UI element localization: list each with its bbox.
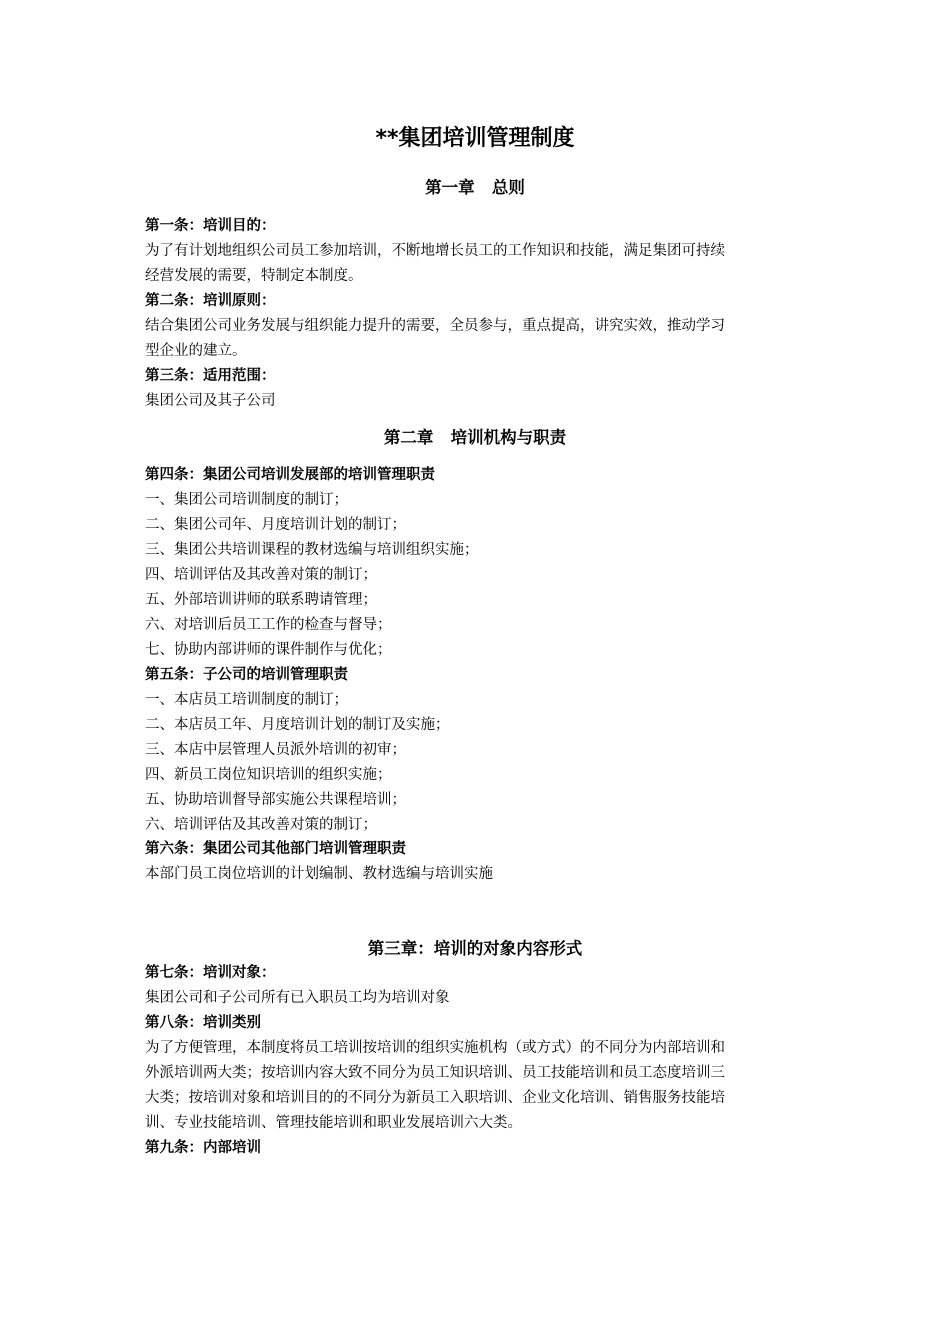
list-item: 一、本店员工培训制度的制订；	[145, 692, 348, 708]
chapter-3-heading: 第三章：培训的对象内容形式	[367, 939, 583, 958]
article-3-heading: 第三条：适用范围：	[145, 368, 276, 384]
chapter-2-heading: 第二章 培训机构与职责	[383, 428, 567, 447]
article-6-text: 本部门员工岗位培训的计划编制、教材选编与培训实施	[145, 866, 493, 882]
article-3-text: 集团公司及其子公司	[145, 393, 276, 409]
article-1-text: 经营发展的需要，特制定本制度。	[145, 268, 363, 284]
chapter-1-heading: 第一章 总则	[425, 178, 525, 197]
article-6-heading: 第六条：集团公司其他部门培训管理职责	[145, 841, 406, 857]
article-8-text: 训、专业技能培训、管理技能培训和职业发展培训六大类。	[145, 1115, 522, 1131]
article-8-text: 外派培训两大类；按培训内容大致不同分为员工知识培训、员工技能培训和员工态度培训三	[145, 1065, 725, 1081]
list-item: 六、培训评估及其改善对策的制订；	[145, 817, 377, 833]
document-title: **集团培训管理制度	[375, 126, 575, 151]
article-1-text: 为了有计划地组织公司员工参加培训，不断地增长员工的工作知识和技能，满足集团可持续	[145, 243, 725, 259]
list-item: 六、对培训后员工工作的检查与督导；	[145, 617, 392, 633]
list-item: 五、外部培训讲师的联系聘请管理；	[145, 592, 377, 608]
article-2-heading: 第二条：培训原则：	[145, 293, 276, 309]
list-item: 二、集团公司年、月度培训计划的制订；	[145, 517, 406, 533]
list-item: 四、新员工岗位知识培训的组织实施；	[145, 767, 392, 783]
list-item: 三、本店中层管理人员派外培训的初审；	[145, 742, 406, 758]
list-item: 七、协助内部讲师的课件制作与优化；	[145, 642, 392, 658]
article-1-heading: 第一条：培训目的：	[145, 218, 276, 234]
list-item: 二、本店员工年、月度培训计划的制订及实施；	[145, 717, 450, 733]
list-item: 五、协助培训督导部实施公共课程培训；	[145, 792, 406, 808]
article-8-text: 为了方便管理，本制度将员工培训按培训的组织实施机构（或方式）的不同分为内部培训和	[145, 1040, 725, 1056]
article-7-text: 集团公司和子公司所有已入职员工均为培训对象	[145, 990, 450, 1006]
article-2-text: 型企业的建立。	[145, 343, 247, 359]
article-4-heading: 第四条：集团公司培训发展部的培训管理职责	[145, 467, 435, 483]
article-8-heading: 第八条：培训类别	[145, 1015, 261, 1031]
article-7-heading: 第七条：培训对象：	[145, 965, 276, 981]
article-8-text: 大类；按培训对象和培训目的的不同分为新员工入职培训、企业文化培训、销售服务技能培	[145, 1090, 725, 1106]
list-item: 四、培训评估及其改善对策的制订；	[145, 567, 377, 583]
list-item: 三、集团公共培训课程的教材选编与培训组织实施；	[145, 542, 479, 558]
article-5-heading: 第五条：子公司的培训管理职责	[145, 667, 348, 683]
list-item: 一、集团公司培训制度的制订；	[145, 492, 348, 508]
article-2-text: 结合集团公司业务发展与组织能力提升的需要，全员参与，重点提高，讲究实效，推动学习	[145, 318, 725, 334]
article-9-heading: 第九条：内部培训	[145, 1140, 261, 1156]
